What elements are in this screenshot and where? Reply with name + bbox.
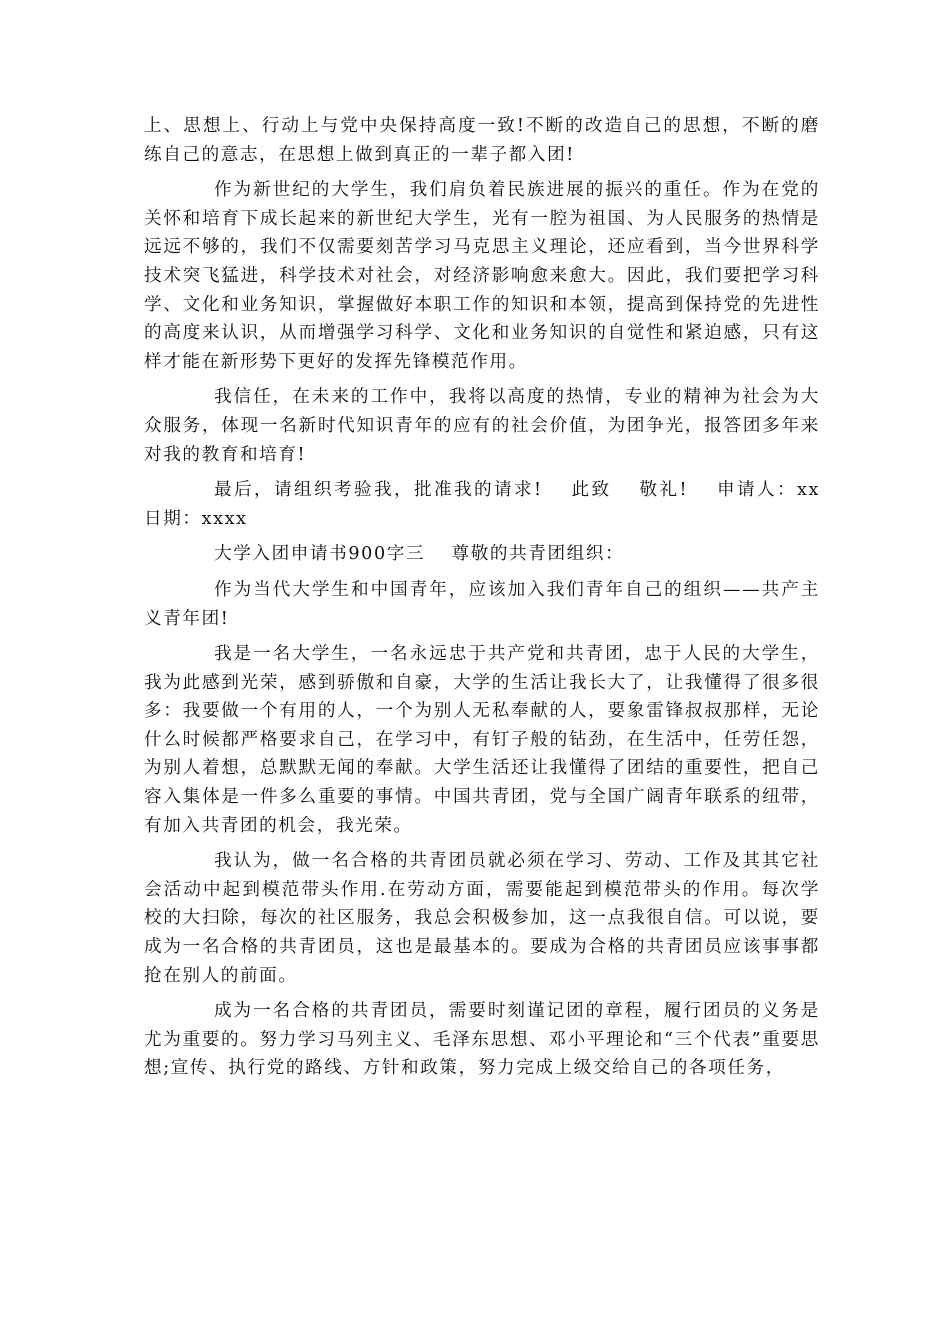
paragraph-8: 我认为，做一名合格的共青团员就必须在学习、劳动、工作及其其它社会活动中起到模范带头作用.在劳动方面，需要能起到模范带头的作用。每次学校的大扫除，每次的社区服务，我总会积极参加，这一点我很自信。可以说，要成为一名合格的共青团员，这也是最基本的。要成为合格的共青团员应该事事都抢在别人的前面。 xyxy=(144,851,820,986)
paragraph-7: 我是一名大学生，一名永远忠于共产党和共青团，忠于人民的大学生，我为此感到光荣，感到骄傲和自豪，大学的生活让我长大了，让我懂得了很多很多：我要做一个有用的人，一个为别人无私奉献的人，要象雷锋叔叔那样，无论什么时候都严格要求自己，在学习中，有钉子般的钻劲，在生活中，任劳任怨，为别人着想，总默默无闻的奉献。大学生活还让我懂得了团结的重要性，把自己容入集体是一件多么重要的事情。中国共青团，党与全国广阔青年联系的纽带，有加入共青团的机会，我光荣。 xyxy=(144,644,820,836)
paragraph-1: 上、思想上、行动上与党中央保持高度一致!不断的改造自己的思想，不断的磨练自己的意志，在思想上做到真正的一辈子都入团! xyxy=(144,116,820,165)
paragraph-5: 大学入团申请书900字三 尊敬的共青团组织： xyxy=(214,544,625,565)
paragraph-4: 最后，请组织考验我，批准我的请求! 此致 敬礼! 申请人：xx 日期：xxxx xyxy=(144,480,820,529)
document-page xyxy=(144,112,820,1090)
paragraph-9: 成为一名合格的共青团员，需要时刻谨记团的章程，履行团员的义务是尤为重要的。努力学习马列主义、毛泽东思想、邓小平理论和“三个代表”重要思想;宣传、执行党的路线、方针和政策，努力完成上级交给自己的各项任务， xyxy=(144,1001,820,1079)
paragraph-6: 作为当代大学生和中国青年，应该加入我们青年自己的组织——共产主义青年团! xyxy=(144,579,820,629)
paragraph-3: 我信任，在未来的工作中，我将以高度的热情，专业的精神为社会为大众服务，体现一名新时代知识青年的应有的社会价值，为团争光，报答团多年来对我的教育和培育! xyxy=(144,387,820,465)
paragraph-2: 作为新世纪的大学生，我们肩负着民族进展的振兴的重任。作为在党的关怀和培育下成长起来的新世纪大学生，光有一腔为祖国、为人民服务的热情是远远不够的，我们不仅需要刻苦学习马克思主义理论，还应看到，当今世界科学技术突飞猛进，科学技术对社会，对经济影响愈来愈大。因此，我们要把学习科学、文化和业务知识，掌握做好本职工作的知识和本领，提高到保持党的先进性的高度来认识，从而增强学习科学、文化和业务知识的自觉性和紧迫感，只有这样才能在新形势下更好的发挥先锋模范作用。 xyxy=(144,180,820,372)
